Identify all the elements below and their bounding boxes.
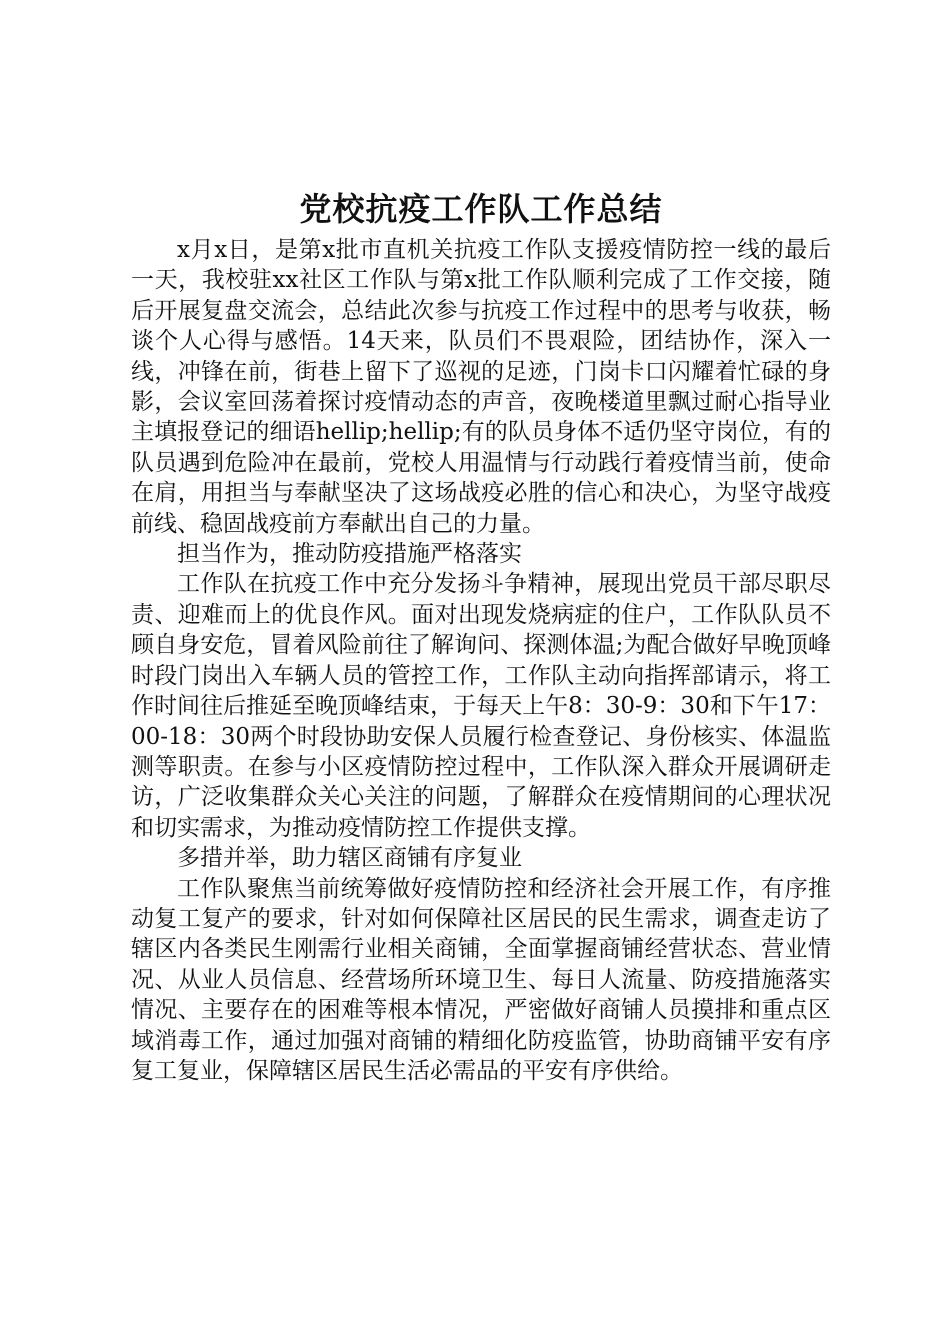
duty-paragraph: 工作队在抗疫工作中充分发扬斗争精神，展现出党员干部尽职尽责、迎难而上的优良作风。面对出现发烧病症的住户，工作队队员不顾自身安危，冒着风险前往了解询问、探测体温;为配合做好早晚顶峰时段门岗出入车辆人员的管控工作，工作队主动向指挥部请示，将工作时间往后推延至晚顶峰结束，于每天上午8：30-9：30和下午17：00-18：30两个时段协助安保人员履行检查登记、身份核实、体温监测等职责。在参与小区疫情防控过程中，工作队深入群众开展调研走访，广泛收集群众关心关注的问题，了解群众在疫情期间的心理状况和切实需求，为推动疫情防控工作提供支撑。 [131, 571, 831, 841]
document-page [131, 185, 831, 1086]
section-heading-duty: 担当作为，推动防疫措施严格落实 [177, 541, 522, 568]
shops-paragraph: 工作队聚焦当前统筹做好疫情防控和经济社会开展工作，有序推动复工复产的要求，针对如何保障社区居民的民生需求，调查走访了辖区内各类民生刚需行业相关商铺，全面掌握商铺经营状态、营业情况、从业人员信息、经营场所环境卫生、每日人流量、防疫措施落实情况、主要存在的困难等根本情况，严密做好商铺人员摸排和重点区域消毒工作，通过加强对商铺的精细化防疫监管，协助商铺平安有序复工复业，保障辖区居民生活必需品的平安有序供给。 [131, 875, 831, 1084]
section-heading-shops: 多措并举，助力辖区商铺有序复业 [177, 845, 522, 872]
intro-paragraph: x月x日，是第x批市直机关抗疫工作队支援疫情防控一线的最后一天，我校驻xx社区工作队与第x批工作队顺利完成了工作交接，随后开展复盘交流会，总结此次参与抗疫工作过程中的思考与收获，畅谈个人心得与感悟。14天来，队员们不畏艰险，团结协作，深入一线，冲锋在前，街巷上留下了巡视的足迹，门岗卡口闪耀着忙碌的身影，会议室回荡着探讨疫情动态的声音，夜晚楼道里飘过耐心指导业主填报登记的细语hellip;hellip;有的队员身体不适仍坚守岗位，有的队员遇到危险冲在最前，党校人用温情与行动践行着疫情当前，使命在肩，用担当与奉献坚决了这场战疫必胜的信心和决心，为坚守战疫前线、稳固战疫前方奉献出自己的力量。 [131, 237, 831, 537]
document-title: 党校抗疫工作队工作总结 [299, 190, 663, 228]
